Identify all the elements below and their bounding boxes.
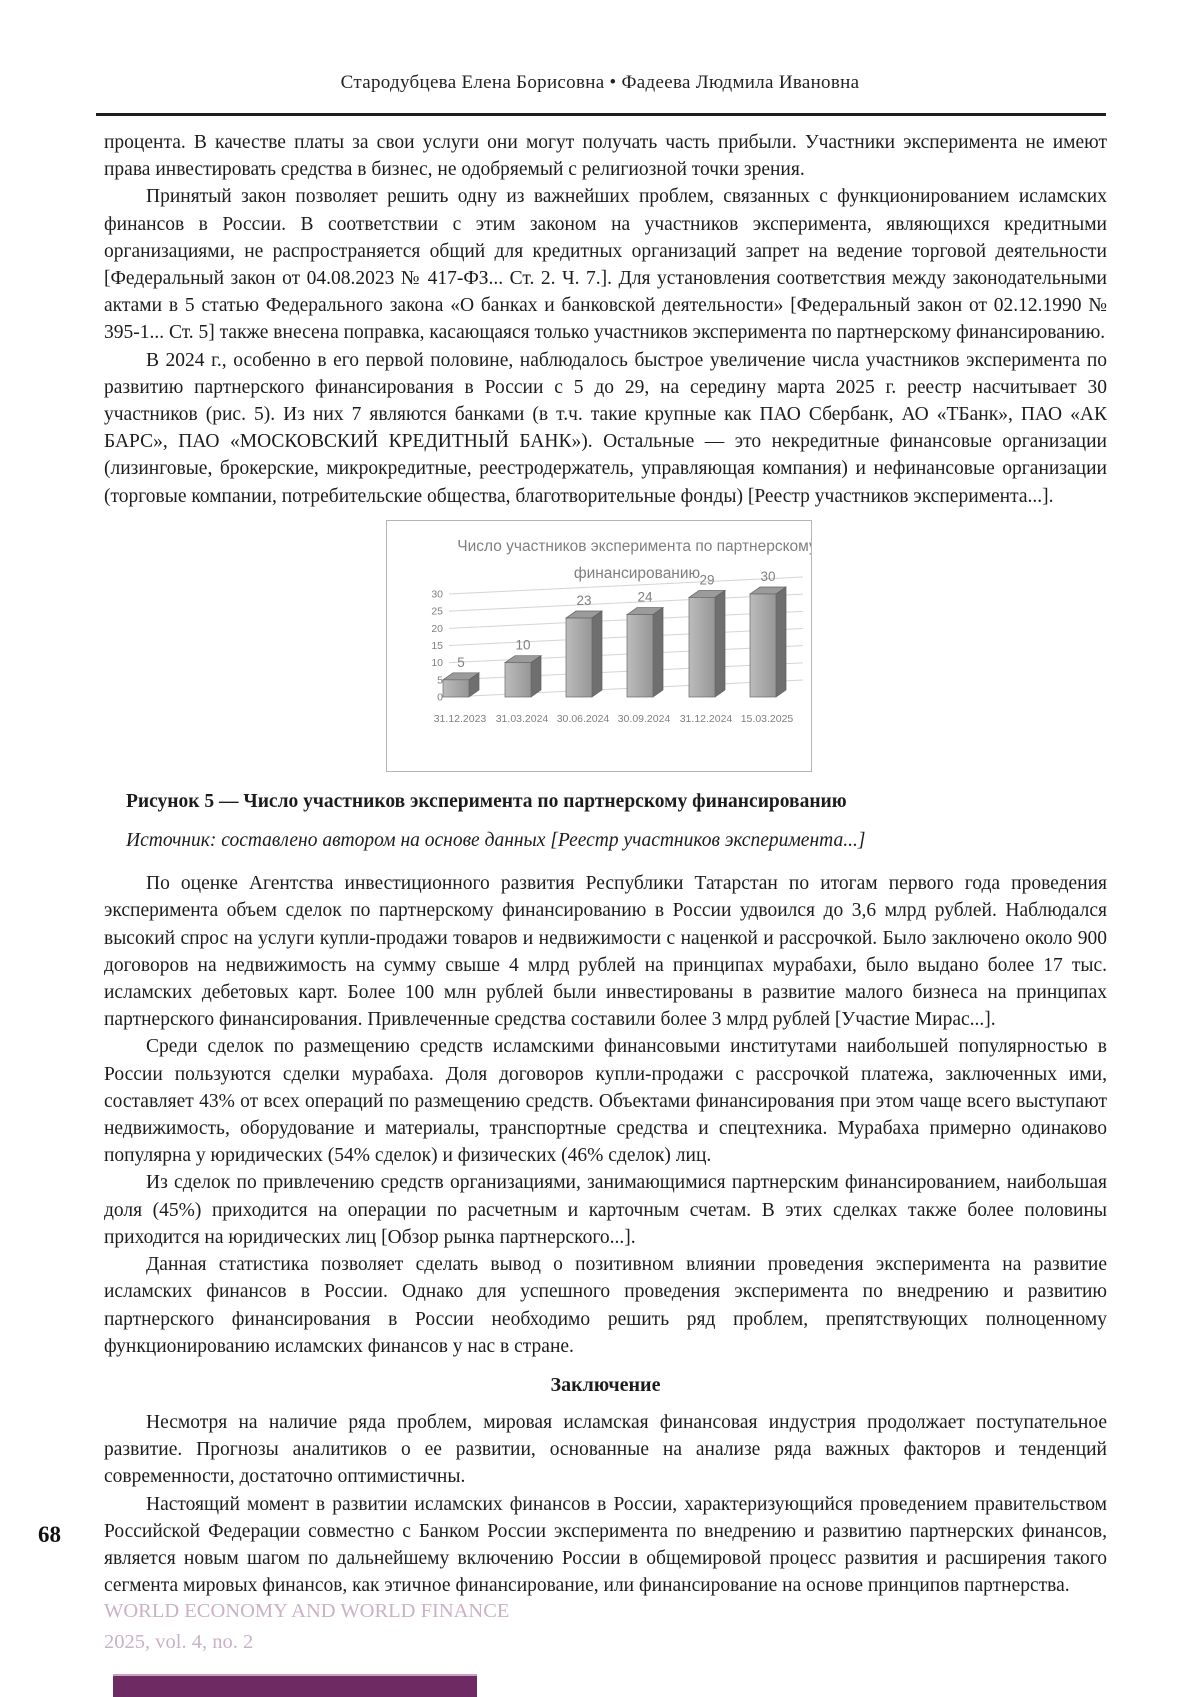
svg-text:25: 25: [431, 605, 443, 618]
svg-text:29: 29: [699, 572, 715, 588]
svg-text:31.12.2023: 31.12.2023: [433, 712, 487, 725]
journal-issue: 2025, vol. 4, no. 2: [104, 1631, 254, 1653]
figure-chart: [386, 520, 812, 772]
svg-text:30: 30: [431, 588, 443, 601]
svg-text:0: 0: [437, 691, 443, 704]
paragraph: Несмотря на наличие ряда проблем, мировая исламская финансовая индустрия продолжает поступательное развитие. Прогнозы аналитиков о ее развитии, основанные на анализе ряда важных факторов и тенденций современности, достаточно оптимистичны.: [104, 1411, 1107, 1488]
svg-text:31.03.2024: 31.03.2024: [495, 712, 549, 725]
header-rule: [96, 113, 1106, 116]
svg-text:31.12.2024: 31.12.2024: [679, 712, 733, 725]
paragraph: Среди сделок по размещению средств исламскими финансовыми институтами наибольшей популярностью в России пользуются сделки мурабаха. Доля договоров купли-продажи с рассрочкой платежа, заключенных ими, составляет 43% от всех операций по размещению средств. Объектами финансирования при этом чаще всего выступают недвижимость, оборудование и материалы, транспортные средства и спецтехника. Мурабаха примерно одинаково популярна у юридических (54% сделок) и физических (46% сделок) лиц.: [104, 1036, 1107, 1167]
svg-text:10: 10: [515, 637, 531, 653]
svg-text:20: 20: [431, 622, 443, 635]
figure-caption: Рисунок 5 — Число участников эксперимента по партнерскому финансированию: [126, 790, 847, 812]
paragraph: В 2024 г., особенно в его первой половине, наблюдалось быстрое увеличение числа участников эксперимента по развитию партнерского финансирования в России с 5 до 29, на середину марта 2025 г. реестр насчитывает 30 участников (рис. 5). Из них 7 являются банками (в т.ч. такие крупные как ПАО Сбербанк, АО «ТБанк», ПАО «АК БАРС», ПАО «МОСКОВСКИЙ КРЕДИТНЫЙ БАНК»). Остальные — это некредитные финансовые организации (лизинговые, брокерские, микрокредитные, реестродержатель, управляющая компания) и нефинансовые организации (торговые компании, потребительские общества, благотворительные фонды) [Реестр участников эксперимента...].: [104, 349, 1107, 507]
svg-text:10: 10: [431, 657, 443, 670]
journal-title: WORLD ECONOMY AND WORLD FINANCE: [104, 1600, 510, 1622]
svg-text:23: 23: [576, 592, 592, 608]
svg-text:5: 5: [437, 674, 443, 687]
svg-text:30.09.2024: 30.09.2024: [617, 712, 671, 725]
figure-chart-svg: [387, 521, 811, 771]
authors-header: Стародубцева Елена Борисовна • Фадеева Людмила Ивановна: [340, 72, 860, 93]
svg-text:15.03.2025: 15.03.2025: [740, 712, 794, 725]
page-number: 68: [38, 1522, 61, 1547]
footer-accent-bar: [113, 1674, 477, 1697]
paragraph: Из сделок по привлечению средств организациями, занимающимися партнерским финансированием, наибольшая доля (45%) приходится на операции по расчетным и карточным счетам. В этих сделках также более половины приходится на юридических лиц [Обзор рынка партнерского...].: [104, 1172, 1107, 1248]
svg-text:30.06.2024: 30.06.2024: [556, 712, 610, 725]
paragraph: По оценке Агентства инвестиционного развития Республики Татарстан по итогам первого года проведения эксперимента объем сделок по партнерскому финансированию в России удвоился до 3,6 млрд рублей. Наблюдался высокий спрос на услуги купли-продажи товаров и недвижимости с наценкой и рассрочкой. Было заключено около 900 договоров на недвижимость на сумму свыше 4 млрд рублей на принципах мурабахи, было выдано более 17 тыс. исламских дебетовых карт. Более 100 млн рублей были инвестированы в развитие малого бизнеса на принципах партнерского финансирования. Привлеченные средства составили более 3 млрд рублей [Участие Мирас...].: [104, 873, 1107, 1031]
paragraph: Принятый закон позволяет решить одну из важнейших проблем, связанных с функционированием исламских финансов в России. В соответствии с этим законом на участников эксперимента, являющихся кредитными организациями, не распространяется общий для кредитных организаций запрет на ведение торговой деятельности [Федеральный закон от 04.08.2023 № 417-ФЗ... Ст. 2. Ч. 7.]. Для установления соответствия между законодательными актами в 5 статью Федерального закона «О банках и банковской деятельности» [Федеральный закон от 02.12.1990 № 395-1... Ст. 5] также внесена поправка, касающаяся только участников эксперимента по партнерскому финансированию.: [104, 186, 1107, 344]
paragraph: Настоящий момент в развитии исламских финансов в России, характеризующийся проведением правительством Российской Федерации совместно с Банком России эксперимента по внедрению и развитию партнерских финансов, является новым шагом по дальнейшему включению России в общемировой процесс развития и расширения такого сегмента мировых финансов, как этичное финансирование, или финансирование на основе принципов партнерства.: [104, 1493, 1107, 1597]
journal-footer: [104, 1596, 509, 1658]
svg-text:24: 24: [637, 589, 653, 605]
figure-source: Источник: составлено автором на основе данных [Реестр участников эксперимента...]: [126, 830, 866, 852]
paragraph: Данная статистика позволяет сделать вывод о позитивном влиянии проведения эксперимента на развитие исламских финансов в России. Однако для успешного проведения эксперимента по внедрению и развитию партнерского финансирования в России необходимо решить ряд проблем, препятствующих полноценному функционированию исламских финансов у нас в стране.: [104, 1254, 1107, 1357]
svg-text:финансированию: финансированию: [573, 564, 701, 582]
svg-text:30: 30: [760, 568, 776, 584]
svg-text:Число участников эксперимента: Число участников эксперимента по партнерскому: [457, 537, 811, 555]
svg-text:5: 5: [457, 654, 465, 670]
article-body: [104, 129, 1107, 1599]
paragraph: процента. В качестве платы за свои услуги они могут получать часть прибыли. Участники эксперимента не имеют права инвестировать средства в бизнес, не одобряемый с религиозной точки зрения.: [104, 132, 1107, 181]
svg-text:15: 15: [431, 639, 443, 652]
conclusion-heading: Заключение: [550, 1373, 661, 1396]
